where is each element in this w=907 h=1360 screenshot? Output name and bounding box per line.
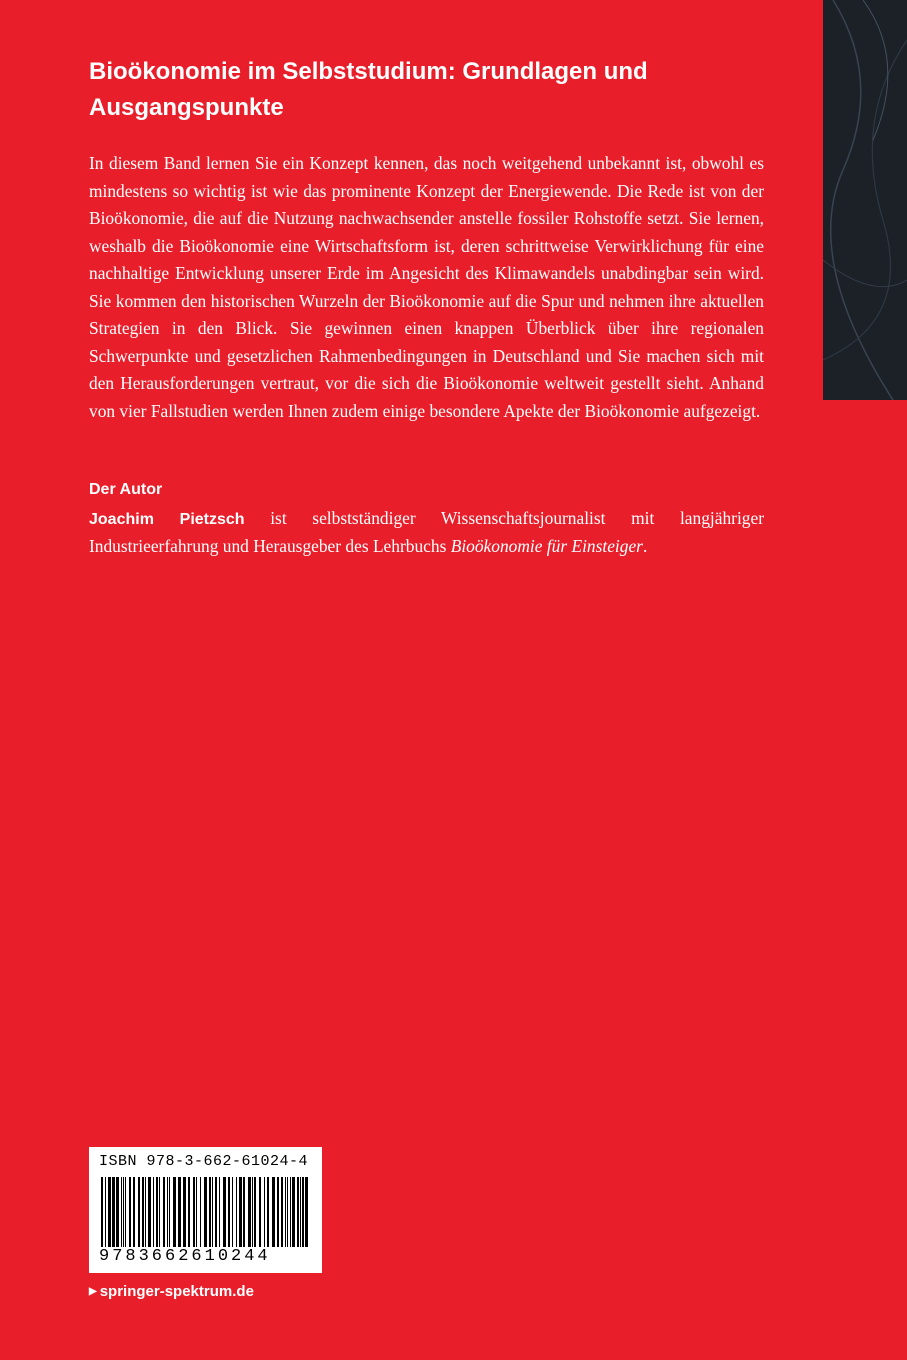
barcode-bar (129, 1177, 131, 1247)
barcode-bar (125, 1177, 126, 1247)
author-bio-text: ist selbstständiger Wissenschaftsjournalist mit langjähriger Industrieerfahrung und Herausgeber des Lehrbuchs (89, 508, 764, 556)
barcode-bar (200, 1177, 201, 1247)
ean-digits: 9783662610244 (99, 1247, 271, 1266)
barcode-bar (145, 1177, 146, 1247)
barcode-bar (101, 1177, 103, 1247)
barcode-bar (285, 1177, 286, 1247)
barcode-bar (116, 1177, 119, 1247)
barcode-bar (232, 1177, 233, 1247)
barcode-bar (302, 1177, 304, 1247)
author-section-heading: Der Autor (89, 481, 163, 498)
barcode-bar (264, 1177, 265, 1247)
barcode-bar (121, 1177, 122, 1247)
barcode-bar (193, 1177, 195, 1247)
barcode-bar (209, 1177, 211, 1247)
author-bio (89, 505, 764, 560)
barcode-bar (204, 1177, 207, 1247)
barcode-bar (196, 1177, 197, 1247)
play-triangle-icon: ▶ (89, 1286, 97, 1297)
barcode-bar (223, 1177, 226, 1247)
barcode-bar (188, 1177, 190, 1247)
barcode-bar (133, 1177, 135, 1247)
barcode-bar (254, 1177, 256, 1247)
barcode-bar (123, 1177, 124, 1247)
barcode-bar (277, 1177, 279, 1247)
barcode-bar (159, 1177, 160, 1247)
barcode-bar (212, 1177, 213, 1247)
publisher-website-link[interactable] (89, 1283, 254, 1300)
author-name: Joachim Pietzsch (89, 511, 245, 528)
barcode-bar (173, 1177, 176, 1247)
barcode-bar (267, 1177, 269, 1247)
author-bio-end: . (642, 536, 648, 556)
barcode-bar (292, 1177, 295, 1247)
barcode-bars (99, 1177, 312, 1251)
barcode-bar (153, 1177, 154, 1247)
barcode-bar (305, 1177, 308, 1247)
barcode-bar (259, 1177, 261, 1247)
isbn-barcode (89, 1147, 322, 1273)
barcode-bar (169, 1177, 170, 1247)
barcode-bar (108, 1177, 111, 1247)
barcode-bar (281, 1177, 283, 1247)
barcode-bar (156, 1177, 158, 1247)
isbn-number: ISBN 978-3-662-61024-4 (99, 1153, 309, 1170)
barcode-bar (287, 1177, 288, 1247)
barcode-bar (163, 1177, 165, 1247)
barcode-bar (272, 1177, 275, 1247)
barcode-bar (178, 1177, 181, 1247)
barcode-bar (105, 1177, 106, 1247)
barcode-bar (219, 1177, 220, 1247)
barcode-bar (183, 1177, 186, 1247)
barcode-bar (290, 1177, 291, 1247)
barcode-bar (300, 1177, 301, 1247)
barcode-bar (167, 1177, 168, 1247)
barcode-bar (215, 1177, 217, 1247)
book-description: In diesem Band lernen Sie ein Konzept kennen, das noch weitgehend unbekannt ist, obwohl es mindestens so wichtig ist wie das prominente Konzept der Energiewende. Die Rede ist von der Bioökonomie, die auf die Nutzung nachwachsender anstelle fossiler Rohstoffe setzt. Sie lernen, weshalb die Bioökonomie eine Wirtschaftsform ist, deren schrittweise Verwirklichung für eine nachhaltige Entwicklung unserer Erde im Angesicht des Klimawandels unabdingbar sein wird. Sie kommen den historischen Wurzeln der Bioökonomie auf die Spur und nehmen ihre aktuellen Strategien in den Blick. Sie gewinnen einen knappen Überblick über ihre regionalen Schwerpunkte und gesetzlichen Rahmenbedingungen in Deutschland und Sie machen sich mit den Herausforderungen vertraut, vor die sich die Bioökonomie weltweit gestellt sieht. Anhand von vier Fallstudien werden Ihnen zudem einige besondere Apekte der Bioökonomie aufgezeigt. (89, 153, 764, 421)
barcode-bar (148, 1177, 151, 1247)
barcode-bar (228, 1177, 230, 1247)
barcode-bar (138, 1177, 140, 1247)
barcode-bar (248, 1177, 251, 1247)
barcode-bar (239, 1177, 242, 1247)
barcode-bar (236, 1177, 237, 1247)
barcode-bar (297, 1177, 299, 1247)
barcode-bar (112, 1177, 115, 1247)
barcode-bar (142, 1177, 144, 1247)
book-title-heading: Bioökonomie im Selbststudium: Grundlagen und Ausgangspunkte (89, 58, 648, 121)
barcode-bar (252, 1177, 253, 1247)
website-url: springer-spektrum.de (99, 1283, 254, 1300)
barcode-bar (243, 1177, 245, 1247)
referenced-book-title: Bioökonomie für Einsteiger (450, 536, 643, 556)
cover-decoration-panel (823, 0, 907, 400)
